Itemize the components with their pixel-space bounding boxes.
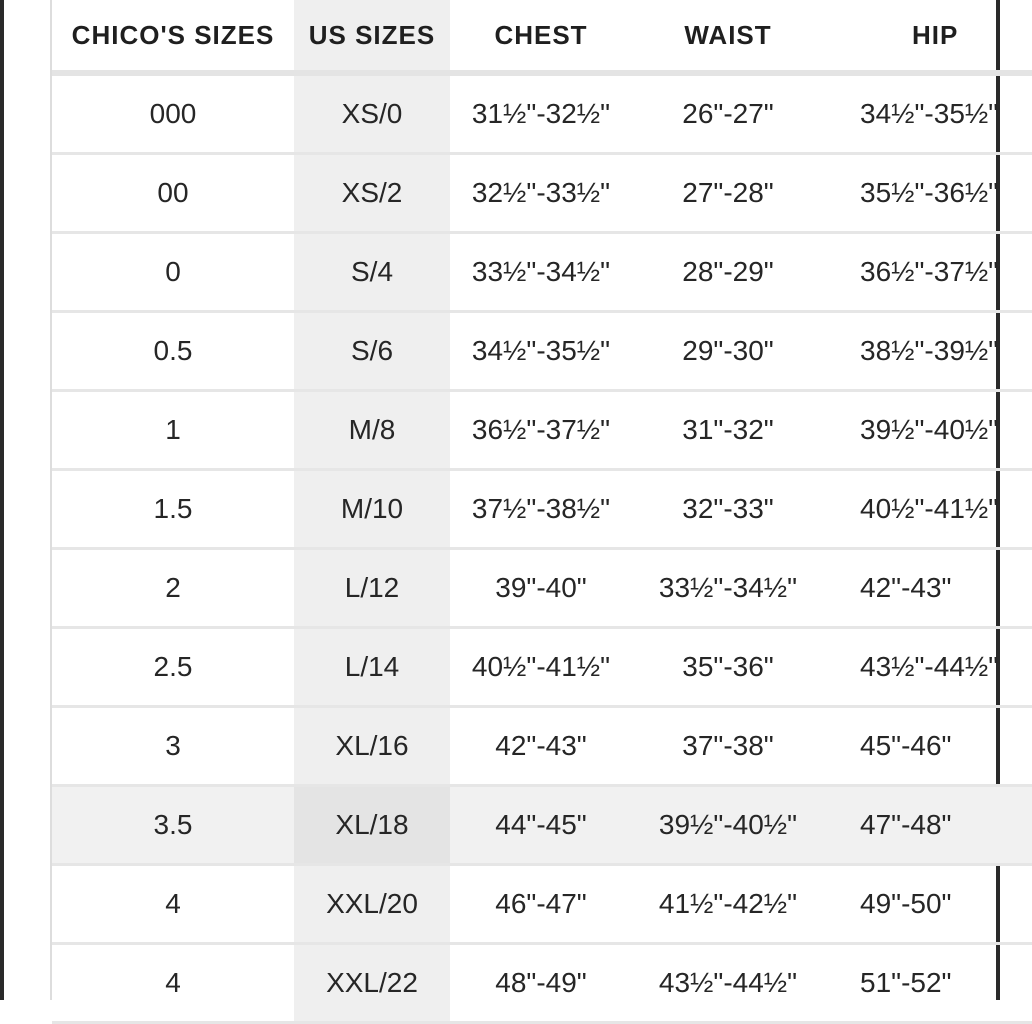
cell-us-size: XXL/22 (294, 944, 450, 1023)
column-header-us-sizes: US SIZES (294, 0, 450, 73)
cell-chest: 44"-45" (450, 786, 632, 865)
cell-us-size: XL/18 (294, 786, 450, 865)
cell-hip: 47"-48" (824, 786, 1032, 865)
cell-chicos-size: 4 (52, 865, 294, 944)
cell-chicos-size: 2.5 (52, 628, 294, 707)
table-row (52, 944, 1032, 1023)
cell-chicos-size: 00 (52, 154, 294, 233)
cell-chicos-size: 3.5 (52, 786, 294, 865)
cell-hip: 38½"-39½" (824, 312, 1032, 391)
cell-chest: 33½"-34½" (450, 233, 632, 312)
cell-chicos-size: 0 (52, 233, 294, 312)
cell-hip: 43½"-44½" (824, 628, 1032, 707)
cell-chicos-size: 0.5 (52, 312, 294, 391)
cell-hip: 42"-43" (824, 549, 1032, 628)
cell-chest: 40½"-41½" (450, 628, 632, 707)
cell-hip: 34½"-35½" (824, 73, 1032, 154)
cell-waist: 26"-27" (632, 73, 824, 154)
table-row (52, 154, 1032, 233)
cell-chest: 46"-47" (450, 865, 632, 944)
table-row (52, 628, 1032, 707)
table-row (52, 549, 1032, 628)
table-row (52, 707, 1032, 786)
cell-us-size: M/8 (294, 391, 450, 470)
cell-chest: 37½"-38½" (450, 470, 632, 549)
cell-hip: 35½"-36½" (824, 154, 1032, 233)
cell-chicos-size: 2 (52, 549, 294, 628)
cell-chicos-size: 4 (52, 944, 294, 1023)
cell-waist: 35"-36" (632, 628, 824, 707)
cell-waist: 43½"-44½" (632, 944, 824, 1023)
cell-waist: 31"-32" (632, 391, 824, 470)
table-row (52, 233, 1032, 312)
table-row (52, 786, 1032, 865)
table-row (52, 312, 1032, 391)
cell-hip: 45"-46" (824, 707, 1032, 786)
cell-chest: 48"-49" (450, 944, 632, 1023)
column-header-chest: CHEST (450, 0, 632, 73)
cell-us-size: L/14 (294, 628, 450, 707)
cell-waist: 37"-38" (632, 707, 824, 786)
cell-waist: 39½"-40½" (632, 786, 824, 865)
cell-waist: 33½"-34½" (632, 549, 824, 628)
cell-chicos-size: 000 (52, 73, 294, 154)
cell-chest: 42"-43" (450, 707, 632, 786)
cell-us-size: XS/0 (294, 73, 450, 154)
cell-chest: 34½"-35½" (450, 312, 632, 391)
cell-hip: 39½"-40½" (824, 391, 1032, 470)
cell-waist: 32"-33" (632, 470, 824, 549)
cell-waist: 28"-29" (632, 233, 824, 312)
cell-waist: 29"-30" (632, 312, 824, 391)
cell-us-size: S/6 (294, 312, 450, 391)
cell-hip: 36½"-37½" (824, 233, 1032, 312)
cell-hip: 40½"-41½" (824, 470, 1032, 549)
cell-hip: 51"-52" (824, 944, 1032, 1023)
table-row (52, 73, 1032, 154)
cell-us-size: XXL/20 (294, 865, 450, 944)
cell-chest: 36½"-37½" (450, 391, 632, 470)
cell-waist: 41½"-42½" (632, 865, 824, 944)
cell-us-size: XL/16 (294, 707, 450, 786)
column-header-waist: WAIST (632, 0, 824, 73)
size-rows (52, 73, 1032, 1023)
table-row (52, 391, 1032, 470)
cell-chicos-size: 3 (52, 707, 294, 786)
cell-us-size: M/10 (294, 470, 450, 549)
table-row (52, 470, 1032, 549)
cell-us-size: S/4 (294, 233, 450, 312)
size-chart-table (52, 0, 1032, 1024)
size-chart-panel (50, 0, 999, 1000)
cell-us-size: XS/2 (294, 154, 450, 233)
cell-waist: 27"-28" (632, 154, 824, 233)
cell-chest: 39"-40" (450, 549, 632, 628)
cell-chicos-size: 1 (52, 391, 294, 470)
cell-chicos-size: 1.5 (52, 470, 294, 549)
window-edge-left (0, 0, 4, 1000)
cell-chest: 31½"-32½" (450, 73, 632, 154)
column-header-chicos-sizes: CHICO'S SIZES (52, 0, 294, 73)
cell-us-size: L/12 (294, 549, 450, 628)
cell-chest: 32½"-33½" (450, 154, 632, 233)
cell-hip: 49"-50" (824, 865, 1032, 944)
header-row (52, 0, 1032, 73)
column-header-hip: HIP (824, 0, 1032, 73)
table-row (52, 865, 1032, 944)
